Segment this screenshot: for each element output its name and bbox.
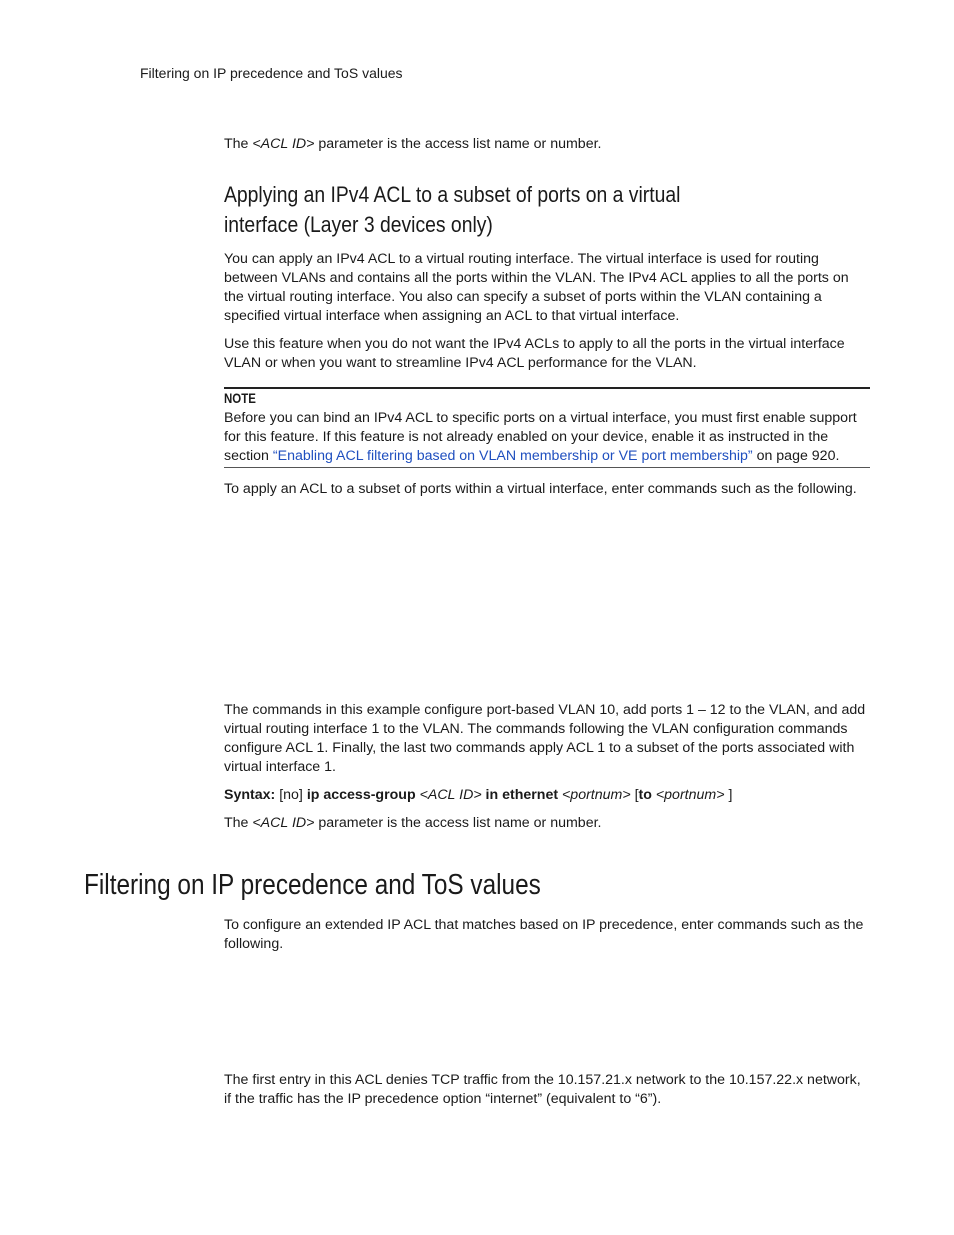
apply-acl-paragraph: To apply an ACL to a subset of ports within a virtual interface, enter commands such as the following. [224,481,857,497]
chapter-section-title: Filtering on IP precedence and ToS values [84,869,541,901]
precedence-explanation: The first entry in this ACL denies TCP traffic from the 10.157.21.x network to the 10.157.22.x network, if the traffic has the IP precedence option “internet” (equivalent to “6”). [224,1072,861,1107]
precedence-intro: To configure an extended IP ACL that matches based on IP precedence, enter commands such as the following. [224,917,864,952]
note-label: NOTE [224,391,256,406]
acl-id-description-2: The <ACL ID> parameter is the access list name or number. [224,815,602,831]
section-paragraph-2: Use this feature when you do not want the IPv4 ACLs to apply to all the ports in the virtual interface VLAN or when you want to streamline IPv4 ACL performance for the VLAN. [224,336,845,371]
cross-reference-link[interactable]: “Enabling ACL filtering based on VLAN membership or VE port membership” [272,448,753,464]
note-text: Before you can bind an IPv4 ACL to specific ports on a virtual interface, you must first enable support for this feature. If this feature is not already enabled on your device, enable it as instructed in the section “Enabling ACL filtering based on VLAN membership or VE port membership” on page 920. [224,410,857,464]
section-paragraph-1: You can apply an IPv4 ACL to a virtual routing interface. The virtual interface is used for routing between VLANs and contains all the ports within the VLAN. The IPv4 ACL applies to all the ports on the virtual routing interface. You also can specify a subset of ports within the VLAN containing a specified virtual interface when assigning an ACL to that virtual interface. [224,251,849,324]
example-explanation: The commands in this example configure port-based VLAN 10, add ports 1 – 12 to the VLAN, and add virtual routing interface 1 to the VLAN. The commands following the VLAN configuration commands configure ACL 1. Finally, the last two commands apply ACL 1 to a subset of the ports associated with virtual interface 1. [224,702,866,775]
running-header: Filtering on IP precedence and ToS values [140,65,403,81]
syntax-line: Syntax: [no] ip access-group <ACL ID> in ethernet <portnum> [to <portnum> ] [224,787,733,803]
section-heading: Applying an IPv4 ACL to a subset of ports on a virtual interface (Layer 3 devices only) [224,182,681,237]
acl-id-description: The <ACL ID> parameter is the access list name or number. [224,136,602,152]
